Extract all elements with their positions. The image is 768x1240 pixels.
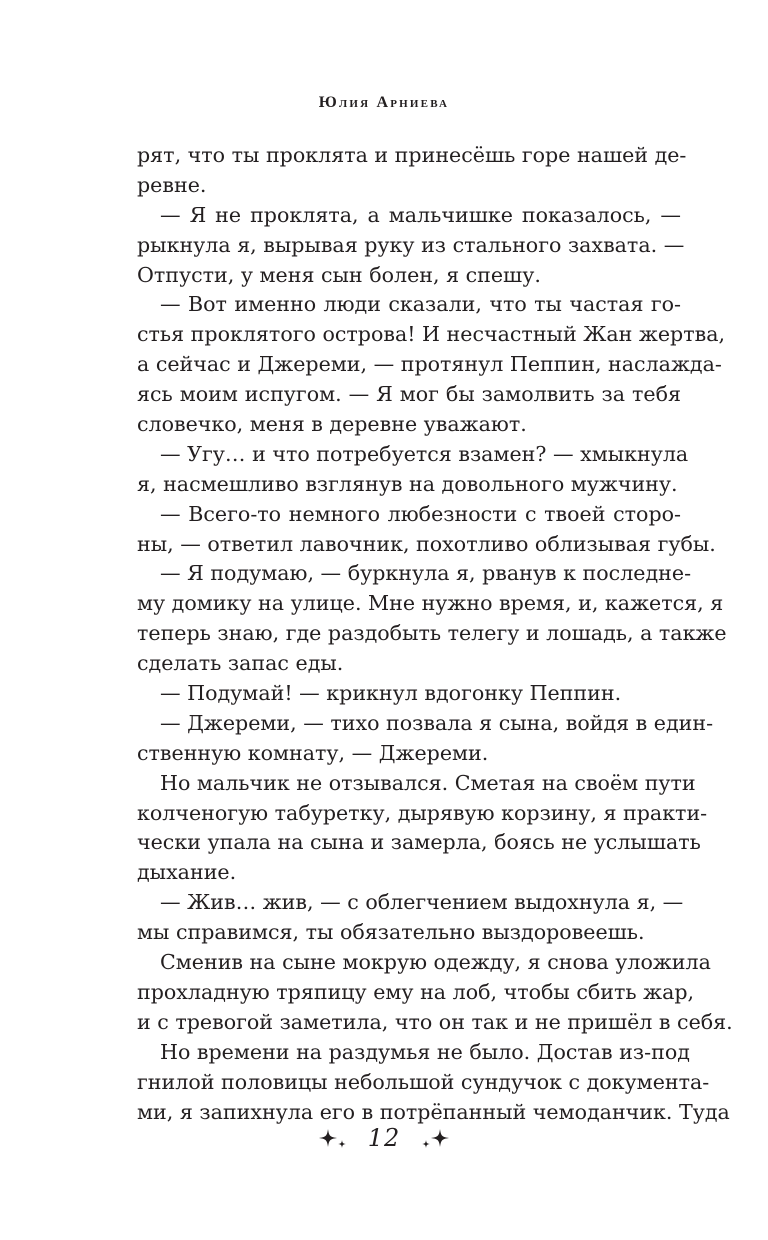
text-line: — Джереми, — тихо позвала я сына, войдя в един- [160,710,714,735]
text-line: а сейчас и Джереми, — протянул Пеппин, наслажда- [137,352,722,377]
text-line: прохладную тряпицу ему на лоб, чтобы сбить жар, [137,979,695,1004]
text-line: словечко, меня в деревне уважают. [137,412,527,437]
text-line: я, насмешливо взглянув на довольного мужчину. [137,471,678,496]
text-line: ми, я запихнула его в потрёпанный чемоданчик. Туда [137,1099,730,1124]
text-line: — Всего-то немного любезности с твоей сторо- [160,501,681,526]
text-line: рыкнула я, вырывая руку из стального захвата. — [137,232,685,257]
page-footer [0,1118,768,1158]
text-line: стья проклятого острова! И несчастный Жан жертва, [137,322,726,347]
text-line: ны, — ответил лавочник, похотливо облизывая губы. [137,531,716,556]
running-head: Юлия Арниева [318,94,450,111]
four-point-star-icon [430,1128,450,1148]
text-line: — Жив… жив, — с облегчением выдохнула я, — [160,890,684,915]
text-line: — Угу… и что потребуется взамен? — хмыкнула [160,441,689,466]
text-line: ственную комнату, — Джереми. [137,740,489,765]
text-line: сделать запас еды. [137,651,344,676]
page-number: 12 [367,1124,401,1152]
text-line: дыхание. [137,860,237,885]
text-line: гнилой половицы небольшой сундучок с документа- [137,1069,710,1094]
text-line: Но времени на раздумья не было. Достав из-под [160,1039,690,1064]
text-line: мы справимся, ты обязательно выздоровеешь. [137,920,645,945]
text-line: ясь моим испугом. — Я мог бы замолвить за тебя [137,382,681,407]
body-text [137,141,733,1127]
text-line: — Я не проклята, а мальчишке показалось, — [160,202,681,227]
text-line: колченогую табуретку, дырявую корзину, я практи- [137,800,708,825]
small-star-icon [422,1140,430,1148]
text-line: Сменив на сыне мокрую одежду, я снова уложила [160,950,711,975]
text-line: — Я подумаю, — буркнула я, рванув к последне- [160,561,692,586]
text-line: и с тревогой заметила, что он так и не пришёл в себя. [137,1009,733,1034]
four-point-star-icon [318,1128,338,1148]
text-line: му домику на улице. Мне нужно время, и, кажется, я [137,591,724,616]
text-line: ревне. [137,172,207,197]
text-line: — Вот именно люди сказали, что ты частая го- [160,292,681,317]
text-line: Но мальчик не отзывался. Сметая на своём пути [160,770,696,795]
text-line: — Подумай! — крикнул вдогонку Пеппин. [160,681,622,706]
text-line: чески упала на сына и замерла, боясь не услышать [137,830,701,855]
text-line: теперь знаю, где раздобыть телегу и лошадь, а также [137,621,727,646]
small-star-icon [338,1140,346,1148]
text-line: Отпусти, у меня сын болен, я спешу. [137,262,541,287]
text-line: рят, что ты проклята и принесёшь горе нашей де- [137,143,687,167]
